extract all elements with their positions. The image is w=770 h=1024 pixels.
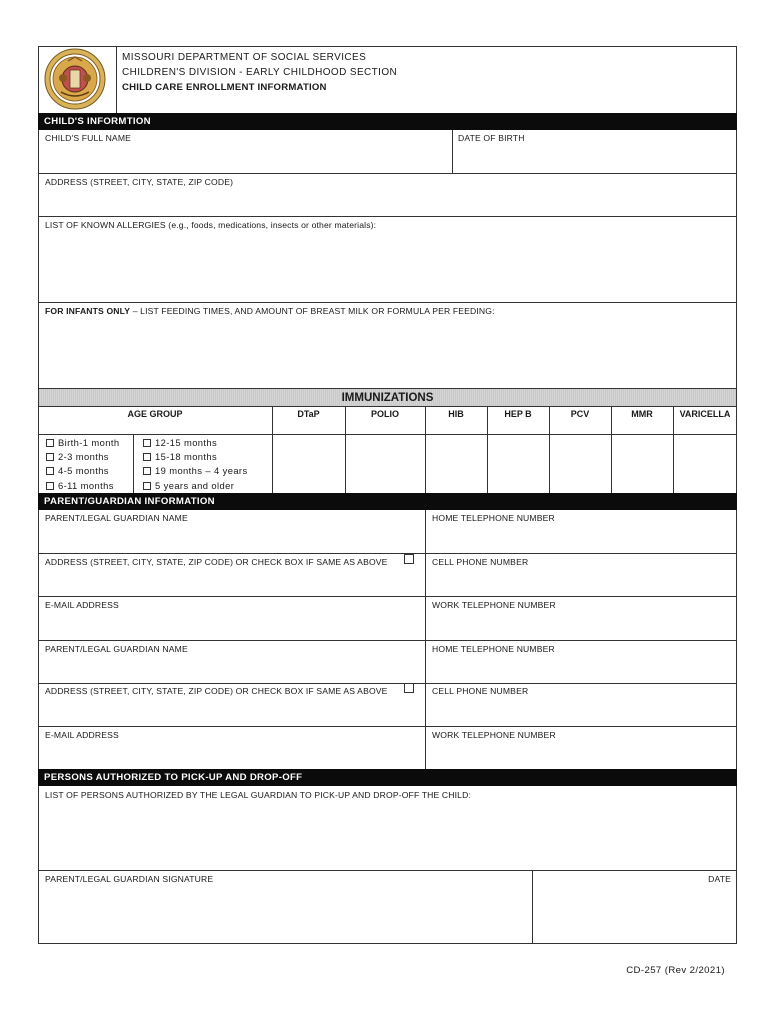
guardian2-cell-field[interactable] [427,699,735,724]
col-mmr: MMR [631,409,653,419]
age-option-label: 6-11 months [58,479,114,491]
form-number: CD-257 (Rev 2/2021) [626,965,725,976]
guardian2-work-phone-field[interactable] [427,743,735,768]
checkbox[interactable] [46,453,54,461]
col-pcv: PCV [570,409,590,419]
age-option[interactable] [46,464,119,478]
guardian1-home-phone-field[interactable] [427,526,735,551]
header-divider [116,46,117,114]
infants-only-bold: FOR INFANTS ONLY [45,306,131,316]
divider [38,553,737,554]
divider [38,640,737,641]
age-option-label: 15-18 months [155,451,218,463]
imm-col-divider [272,406,273,493]
age-group-left-list [46,436,119,493]
signature-label: PARENT/LEGAL GUARDIAN SIGNATURE [45,874,214,884]
age-option[interactable] [143,450,248,464]
age-option-label: 5 years and older [155,479,235,491]
missouri-state-seal-icon [44,48,106,110]
divider [38,683,737,684]
authorized-persons-field[interactable] [40,803,735,869]
guardian2-home-phone-field[interactable] [427,657,735,681]
guardian1-name-field[interactable] [40,526,423,551]
allergies-field[interactable] [40,233,735,301]
header-title-block [122,50,397,95]
header-department: MISSOURI DEPARTMENT OF SOCIAL SERVICES [122,52,367,63]
guardian2-same-address-checkbox[interactable] [404,683,414,693]
guardian1-cell-label: CELL PHONE NUMBER [432,557,529,567]
age-option-label: Birth-1 month [58,437,120,448]
age-option-label: 19 months – 4 years [155,465,248,477]
date-of-birth-label: DATE OF BIRTH [458,133,525,143]
checkbox[interactable] [46,439,54,447]
age-option[interactable] [46,450,119,464]
checkbox[interactable] [143,467,151,475]
signature-divider [532,870,533,944]
col-age-group: AGE GROUP [127,409,183,419]
guardian2-name-label: PARENT/LEGAL GUARDIAN NAME [45,644,188,654]
divider [38,302,737,303]
authorized-persons-label: LIST OF PERSONS AUTHORIZED BY THE LEGAL GUARDIAN TO PICK-UP AND DROP-OFF THE CHILD: [45,790,471,800]
imm-col-divider [487,406,488,493]
section-childs-information: CHILD'S INFORMTION [38,113,737,130]
col-hib: HIB [448,409,464,419]
childs-full-name-field[interactable] [40,146,450,172]
guardian2-address-field[interactable] [40,699,423,724]
guardian1-cell-field[interactable] [427,570,735,594]
divider [38,596,737,597]
section-authorized-persons: PERSONS AUTHORIZED TO PICK-UP AND DROP-OFF [38,769,737,786]
checkbox[interactable] [143,453,151,461]
age-group-divider [133,434,134,493]
col-hep-b: HEP B [504,409,532,419]
guardian2-home-phone-label: HOME TELEPHONE NUMBER [432,644,555,654]
age-option-label: 2-3 months [58,451,109,463]
immunizations-title: IMMUNIZATIONS [39,389,736,406]
divider [38,406,737,407]
guardian1-address-label: ADDRESS (STREET, CITY, STATE, ZIP CODE) OR CHECK BOX IF SAME AS ABOVE [45,557,388,567]
guardian1-work-phone-field[interactable] [427,613,735,638]
checkbox[interactable] [143,482,151,490]
signature-field[interactable] [40,887,530,942]
guardian1-home-phone-label: HOME TELEPHONE NUMBER [432,513,555,523]
age-option[interactable] [143,464,248,478]
imm-col-divider [345,406,346,493]
section-parent-guardian: PARENT/GUARDIAN INFORMATION [38,493,737,510]
date-of-birth-field[interactable] [454,146,735,172]
age-group-right-list [143,436,248,493]
col-varicella: VARICELLA [679,409,731,419]
imm-col-divider [549,406,550,493]
checkbox[interactable] [46,467,54,475]
age-option[interactable] [46,479,119,493]
imm-col-divider [425,406,426,493]
infants-feeding-field[interactable] [40,319,735,387]
allergies-label: LIST OF KNOWN ALLERGIES (e.g., foods, medications, insects or other materials): [45,220,377,230]
guardian2-work-phone-label: WORK TELEPHONE NUMBER [432,730,556,740]
header-form-title: CHILD CARE ENROLLMENT INFORMATION [122,82,327,93]
signature-date-label: DATE [708,874,731,884]
guardian1-email-label: E-MAIL ADDRESS [45,600,119,610]
guardian1-email-field[interactable] [40,613,423,638]
child-address-field[interactable] [40,190,735,215]
child-address-label: ADDRESS (STREET, CITY, STATE, ZIP CODE) [45,177,234,187]
childs-full-name-label: CHILD'S FULL NAME [45,133,132,143]
guardian2-address-label: ADDRESS (STREET, CITY, STATE, ZIP CODE) OR CHECK BOX IF SAME AS ABOVE [45,686,388,696]
age-option[interactable] [143,479,248,493]
col-polio: POLIO [370,409,399,419]
col-dtap: DTaP [297,409,320,419]
divider [38,870,737,871]
guardian1-address-field[interactable] [40,570,423,594]
guardian2-email-label: E-MAIL ADDRESS [45,730,119,740]
infants-feeding-label [45,306,495,316]
age-option-label: 12-15 months [155,437,218,448]
imm-col-divider [673,406,674,493]
divider [38,726,737,727]
divider [38,216,737,217]
divider [38,173,737,174]
imm-col-divider [611,406,612,493]
guardian1-same-address-checkbox[interactable] [404,554,414,564]
age-option-label: 4-5 months [58,465,109,477]
checkbox[interactable] [143,439,151,447]
guardian2-email-field[interactable] [40,743,423,768]
guardian2-name-field[interactable] [40,657,423,681]
divider [38,434,737,435]
header-division: CHILDREN'S DIVISION - EARLY CHILDHOOD SECTION [122,67,398,78]
checkbox[interactable] [46,482,54,490]
signature-date-field[interactable] [534,887,735,942]
guardian1-name-label: PARENT/LEGAL GUARDIAN NAME [45,513,188,523]
age-option[interactable] [143,436,248,450]
guardian2-cell-label: CELL PHONE NUMBER [432,686,529,696]
divider [452,130,453,173]
guardian1-work-phone-label: WORK TELEPHONE NUMBER [432,600,556,610]
infants-feeding-text: – LIST FEEDING TIMES, AND AMOUNT OF BREAST MILK OR FORMULA PER FEEDING: [130,306,495,316]
age-option[interactable] [46,436,119,450]
